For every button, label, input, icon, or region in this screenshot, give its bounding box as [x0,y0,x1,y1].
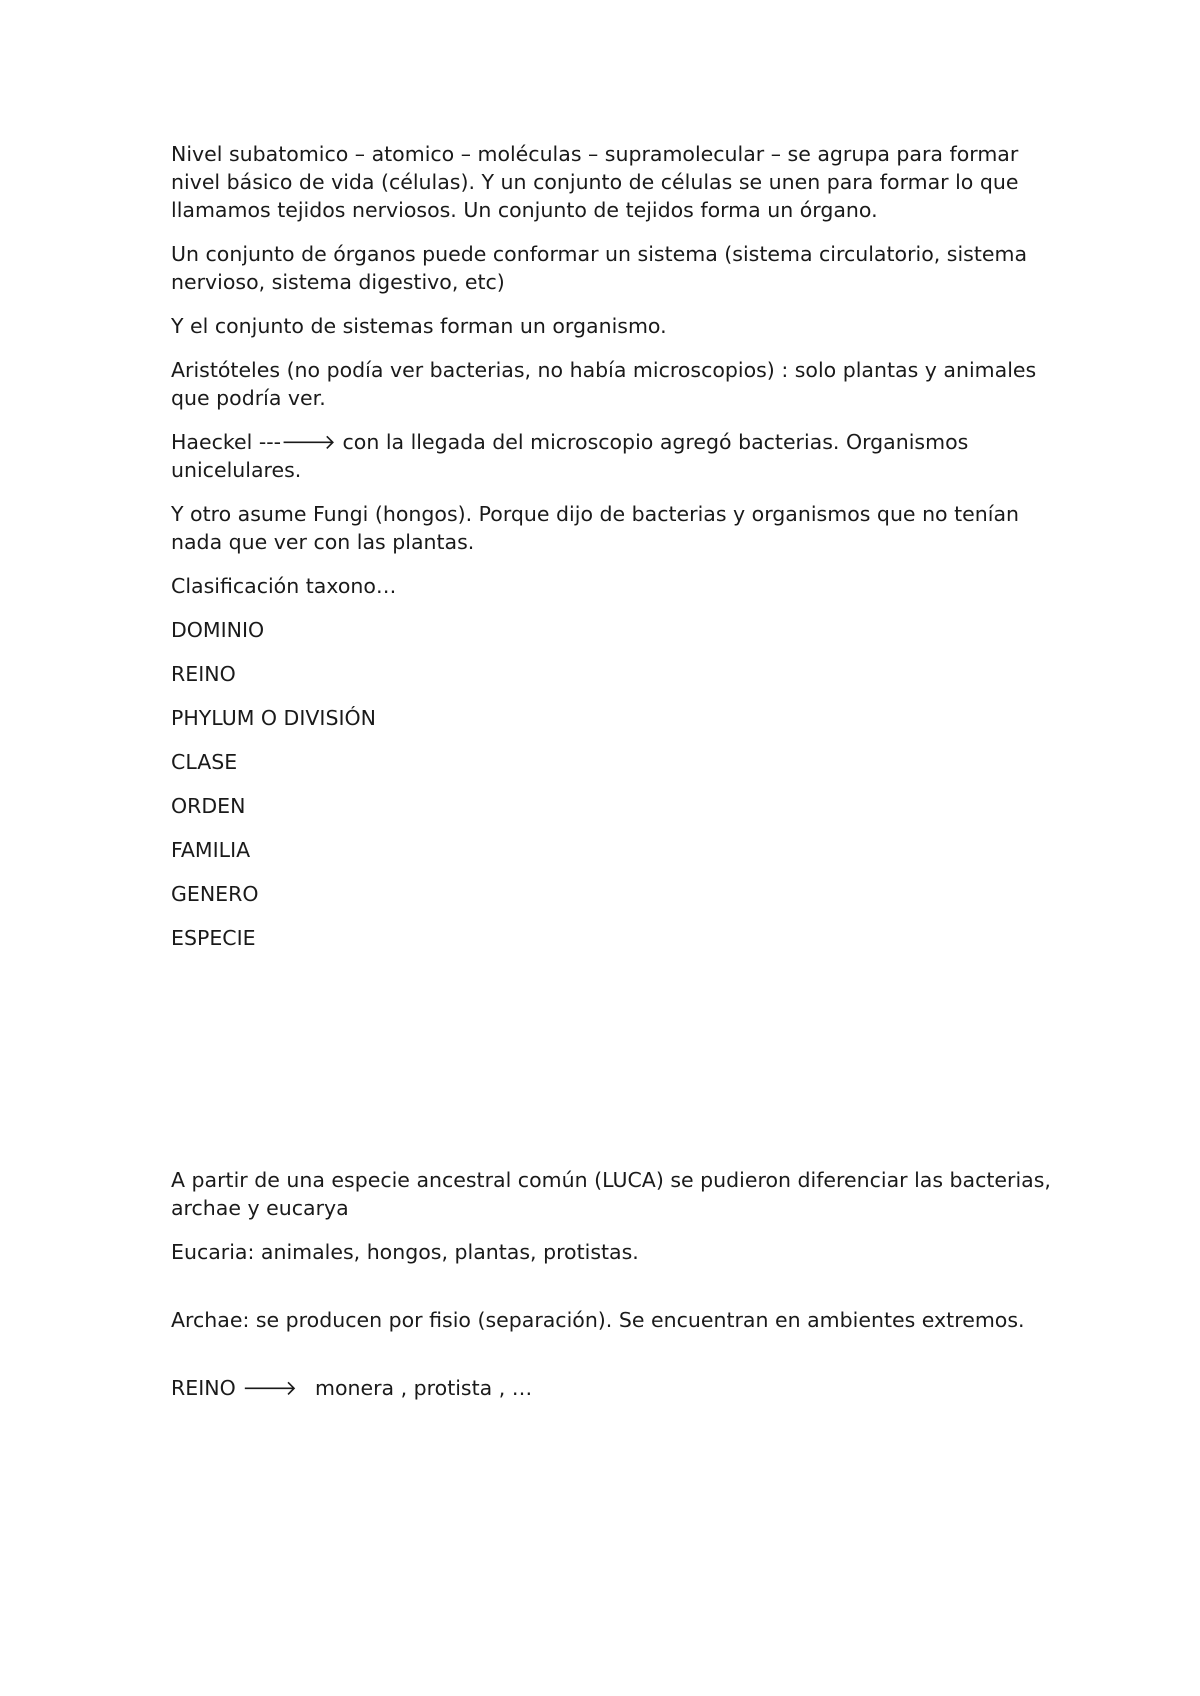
document-page [171,140,1058,1418]
paragraph-aristoteles: Aristóteles (no podía ver bacterias, no había microscopios) : solo plantas y animales que podría ver. [171,358,1043,410]
taxonomy-item-orden: ORDEN [171,794,246,818]
taxonomy-item-dominio: DOMINIO [171,618,265,642]
reino-values: monera , protista , … [315,1376,533,1400]
paragraph-eucaria: Eucaria: animales, hongos, plantas, protistas. [171,1240,639,1264]
blank-space [171,1282,1051,1306]
reino-label: REINO 🡒 [171,1376,298,1400]
taxonomy-item-familia: FAMILIA [171,838,251,862]
paragraph-archae: Archae: se producen por fisio (separación). Se encuentran en ambientes extremos. [171,1308,1025,1332]
taxonomy-item-clase: CLASE [171,750,238,774]
taxonomy-item-phylum: PHYLUM O DIVISIÓN [171,706,376,730]
paragraph-classification: Clasificación taxono… [171,574,397,598]
taxonomy-item-especie: ESPECIE [171,926,256,950]
blank-space [171,1350,1051,1374]
paragraph-haeckel: Haeckel ---🡒 con la llegada del microscopio agregó bacterias. Organismos unicelulares. [171,430,975,482]
taxonomy-item-reino: REINO [171,662,236,686]
taxonomy-item-genero: GENERO [171,882,259,906]
paragraph-luca: A partir de una especie ancestral común (LUCA) se pudieron diferenciar las bacterias, archae y eucarya [171,1168,1058,1220]
paragraph-organism: Y el conjunto de sistemas forman un organismo. [171,314,667,338]
paragraph-levels: Nivel subatomico – atomico – moléculas – supramolecular – se agrupa para formar nivel básico de vida (células). Y un conjunto de células se unen para formar lo que llamamos tejidos nerviosos. Un conjunto de tejidos forma un órgano. [171,142,1026,222]
blank-space [171,968,1051,1166]
paragraph-fungi: Y otro asume Fungi (hongos). Porque dijo de bacterias y organismos que no tenían nada que ver con las plantas. [171,502,1026,554]
reino-line [171,1374,1051,1402]
paragraph-organs: Un conjunto de órganos puede conformar un sistema (sistema circulatorio, sistema nervioso, sistema digestivo, etc) [171,242,1034,294]
